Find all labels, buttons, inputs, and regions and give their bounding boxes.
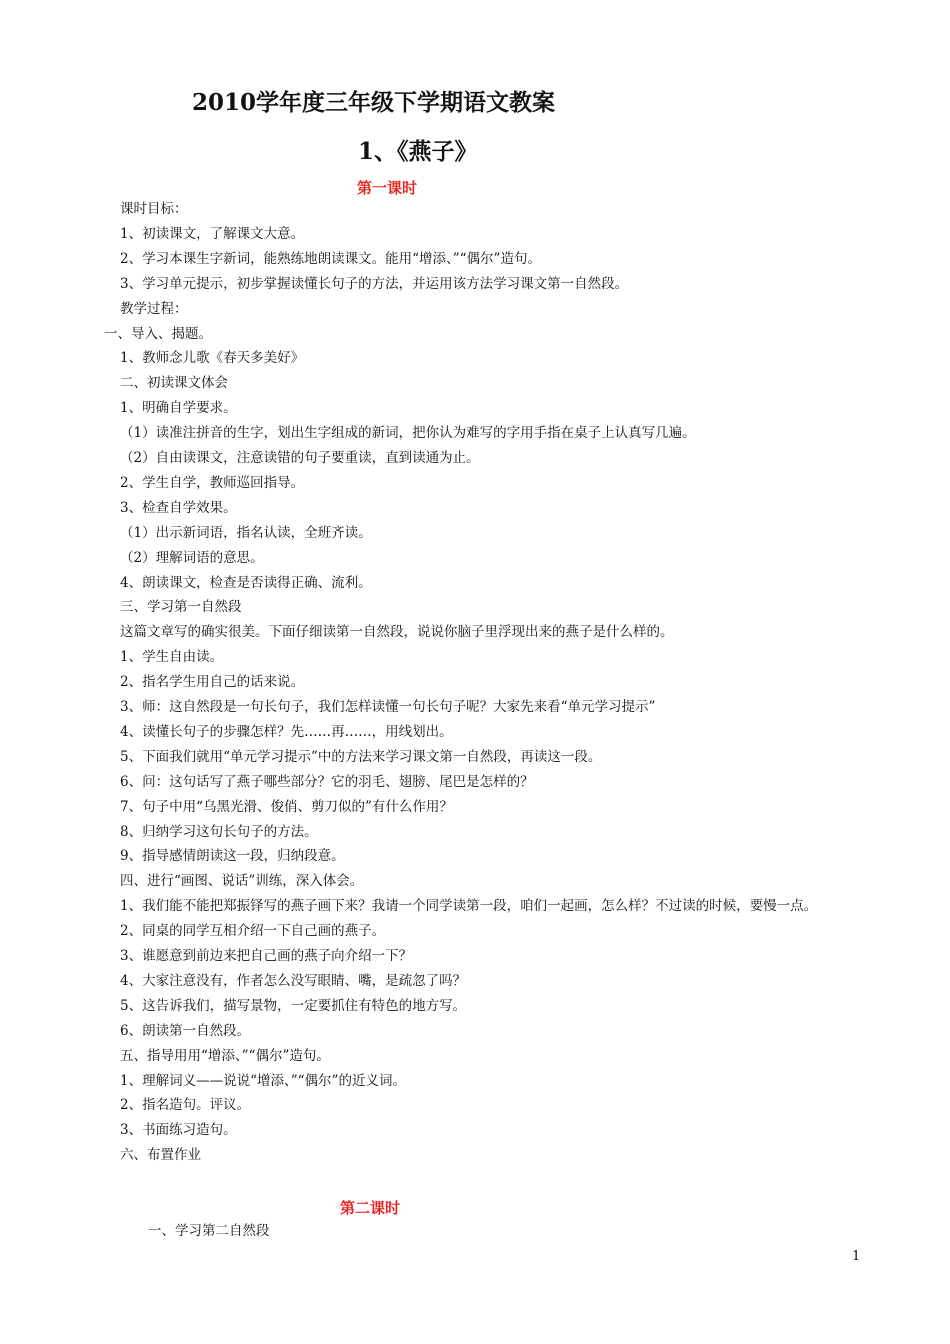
period1-heading: 第一课时 xyxy=(357,179,418,197)
text-line: 6、问：这句话写了燕子哪些部分？它的羽毛、翅膀、尾巴是怎样的？ xyxy=(120,773,534,790)
text-line: 7、句子中用“乌黑光滑、俊俏、剪刀似的”有什么作用？ xyxy=(120,798,453,815)
document-title: 2010学年度三年级下学期语文教案 xyxy=(192,89,556,116)
text-line: 1、学生自由读。 xyxy=(120,649,224,666)
text-line: 课时目标： xyxy=(120,201,188,217)
text-line: 1、明确自学要求。 xyxy=(120,400,237,417)
text-line: 8、归纳学习这句长句子的方法。 xyxy=(120,823,318,840)
text-line: 3、学习单元提示，初步掌握读懂长句子的方法，并运用该方法学习课文第一自然段。 xyxy=(120,275,629,292)
text-line: 2、学生自学，教师巡回指导。 xyxy=(120,474,305,491)
lesson-title: 1、《燕子》 xyxy=(358,138,478,165)
text-line: 2、指名学生用自己的话来说。 xyxy=(120,674,305,691)
text-line: 一、导入、揭题。 xyxy=(104,325,212,342)
text-line: （2）理解词语的意思。 xyxy=(120,549,264,566)
text-line: 4、朗读课文，检查是否读得正确、流利。 xyxy=(120,574,372,591)
text-line: （1）出示新词语，指名认读，全班齐读。 xyxy=(120,524,372,541)
text-line: 5、下面我们就用“单元学习提示”中的方法来学习课文第一自然段，再读这一段。 xyxy=(120,748,602,765)
text-line: 3、师：这自然段是一句长句子，我们怎样读懂一句长句子呢？大家先来看“单元学习提示” xyxy=(120,699,656,715)
text-line: 2、指名造句。评议。 xyxy=(120,1097,251,1114)
text-line: 2、学习本课生字新词，能熟练地朗读课文。能用“增添、”“偶尔”造句。 xyxy=(120,250,541,267)
text-line: （2）自由读课文，注意读错的句子要重读，直到读通为止。 xyxy=(120,450,480,466)
text-line: 二、初读课文体会 xyxy=(120,375,228,392)
text-line: 教学过程： xyxy=(120,300,188,317)
period2-heading: 第二课时 xyxy=(340,1199,401,1217)
text-line: 六、布置作业 xyxy=(120,1147,201,1164)
text-line: 1、理解词义——说说“增添、”“偶尔”的近义词。 xyxy=(120,1072,406,1089)
text-line: 6、朗读第一自然段。 xyxy=(120,1022,251,1039)
text-line: 一、学习第二自然段 xyxy=(148,1223,270,1239)
text-line: 五、指导用用“增添、”“偶尔”造句。 xyxy=(120,1047,330,1064)
text-line: （1）读准注拼音的生字，划出生字组成的新词，把你认为难写的字用手指在桌子上认真写几遍。 xyxy=(120,425,696,442)
text-line: 这篇文章写的确实很美。下面仔细读第一自然段，说说你脑子里浮现出来的燕子是什么样的。 xyxy=(120,624,674,641)
text-line: 3、书面练习造句。 xyxy=(120,1122,237,1139)
text-line: 4、读懂长句子的步骤怎样？先……再……，用线划出。 xyxy=(120,723,453,740)
text-line: 5、这告诉我们，描写景物，一定要抓住有特色的地方写。 xyxy=(120,997,467,1014)
text-line: 四、进行“画图、说话”训练，深入体会。 xyxy=(120,873,364,890)
text-line: 9、指导感情朗读这一段，归纳段意。 xyxy=(120,848,345,865)
text-line: 1、教师念儿歌《春天多美好》 xyxy=(120,350,305,367)
text-line: 1、我们能不能把郑振铎写的燕子画下来？我请一个同学读第一段，咱们一起画，怎么样？不过读的时候，要慢一点。 xyxy=(120,898,818,915)
text-line: 2、同桌的同学互相介绍一下自己画的燕子。 xyxy=(120,923,386,940)
text-line: 3、谁愿意到前边来把自己画的燕子向介绍一下？ xyxy=(120,948,413,964)
page-number: 1 xyxy=(852,1249,861,1264)
text-line: 3、检查自学效果。 xyxy=(120,499,237,516)
text-line: 三、学习第一自然段 xyxy=(120,599,242,616)
text-line: 4、大家注意没有，作者怎么没写眼睛、嘴，是疏忽了吗？ xyxy=(120,972,467,989)
text-line: 1、初读课文，了解课文大意。 xyxy=(120,225,305,242)
